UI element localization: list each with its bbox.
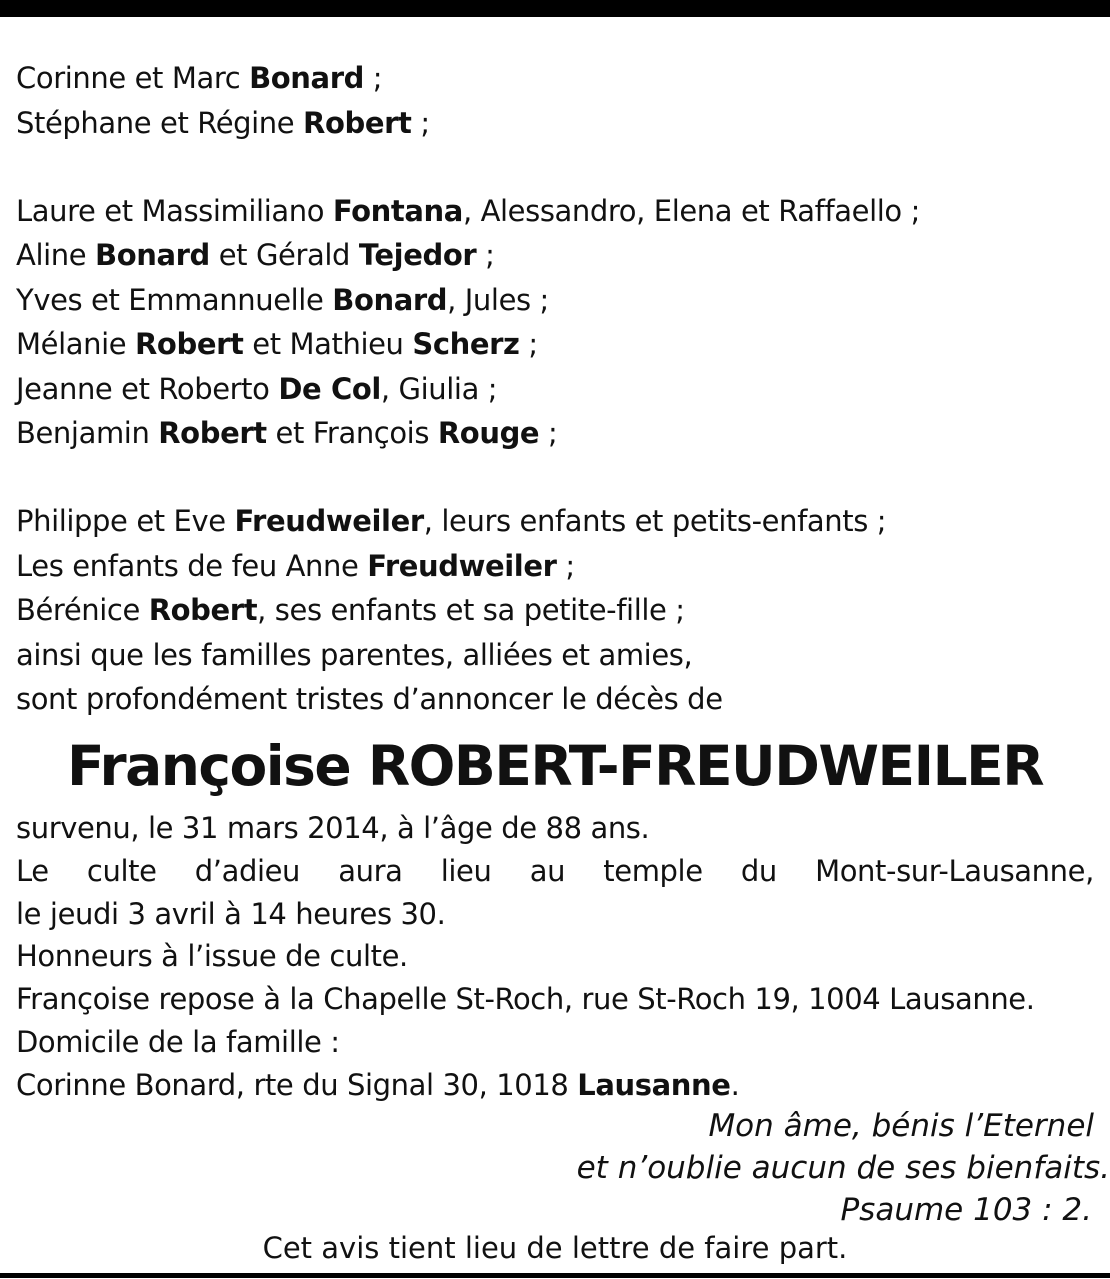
family-line: ainsi que les familles parentes, alliées et amies, [16, 638, 693, 672]
death-date-line: survenu, le 31 mars 2014, à l’âge de 88 ans. [16, 811, 650, 845]
psalm-line-1: Mon âme, bénis l’Eternel [708, 1108, 1094, 1144]
family-line: Mélanie Robert et Mathieu Scherz ; [16, 327, 538, 361]
family-line: Bérénice Robert, ses enfants et sa petite-fille ; [16, 593, 685, 627]
domicile-address: Corinne Bonard, rte du Signal 30, 1018 Lausanne. [16, 1068, 740, 1102]
family-line: Yves et Emmannuelle Bonard, Jules ; [16, 283, 549, 317]
bottom-rule [0, 1273, 1110, 1278]
resting-place-line: Françoise repose à la Chapelle St-Roch, rue St-Roch 19, 1004 Lausanne. [16, 982, 1035, 1016]
announcement-line: sont profondément tristes d’annoncer le décès de [16, 682, 723, 716]
domicile-label: Domicile de la famille : [16, 1025, 340, 1059]
family-line: Les enfants de feu Anne Freudweiler ; [16, 549, 575, 583]
family-line: Benjamin Robert et François Rouge ; [16, 416, 558, 450]
family-line: Philippe et Eve Freudweiler, leurs enfants et petits-enfants ; [16, 504, 887, 538]
psalm-line-2: et n’oublie aucun de ses bienfaits. [576, 1150, 1110, 1186]
family-line: Corinne et Marc Bonard ; [16, 61, 383, 95]
ceremony-time-line: le jeudi 3 avril à 14 heures 30. [16, 897, 446, 931]
family-line: Stéphane et Régine Robert ; [16, 106, 430, 140]
ceremony-place-line: Le culte d’adieu aura lieu au temple du Mont-sur-Lausanne, [16, 854, 1094, 888]
family-line: Jeanne et Roberto De Col, Giulia ; [16, 372, 498, 406]
family-line: Laure et Massimiliano Fontana, Alessandro, Elena et Raffaello ; [16, 194, 920, 228]
deceased-name: Françoise ROBERT-FREUDWEILER [66, 734, 1044, 798]
family-line: Aline Bonard et Gérald Tejedor ; [16, 238, 495, 272]
honours-line: Honneurs à l’issue de culte. [16, 939, 408, 973]
notice-line: Cet avis tient lieu de lettre de faire part. [262, 1231, 848, 1265]
top-rule [0, 0, 1110, 17]
psalm-reference: Psaume 103 : 2. [840, 1192, 1092, 1228]
